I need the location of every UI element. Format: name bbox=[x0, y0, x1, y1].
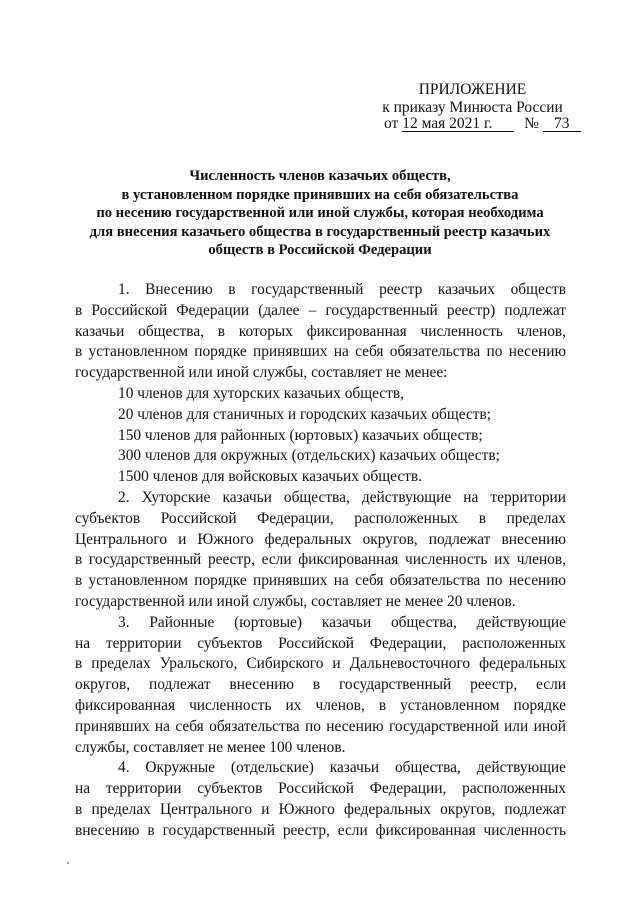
body-line: в пределах Центрального и Южного федеральных округов, подлежат bbox=[75, 800, 566, 818]
body-line: фиксированная численность их членов, в установленном порядке bbox=[75, 696, 566, 714]
body-line: государственной или иной службы, составляет не менее 20 членов. bbox=[75, 592, 516, 610]
body-line: принявших на себя обязательства по несению государственной или иной bbox=[75, 717, 566, 735]
body-line: Центрального и Южного федеральных округов, подлежат внесению bbox=[75, 530, 566, 548]
title-line: Численность членов казачьих обществ, bbox=[189, 168, 451, 184]
body-line: на территории субъектов Российской Федерации, расположенных bbox=[75, 634, 566, 652]
title-line: в установленном порядке принявших на себя обязательства bbox=[121, 186, 519, 203]
list-item: 300 членов для окружных (отдельских) казачьих обществ; bbox=[118, 447, 500, 465]
appendix-heading: ПРИЛОЖЕНИЕ bbox=[418, 81, 527, 98]
list-item: 1500 членов для войсковых казачьих обществ. bbox=[118, 468, 423, 486]
body-line: 2. Хуторские казачьи общества, действующие на территории bbox=[118, 488, 566, 506]
body-line: казачьи общества, в которых фиксированная численность членов, bbox=[75, 322, 566, 340]
order-reference: к приказу Минюста России bbox=[382, 99, 563, 116]
body-line: в установленном порядке принявших на себя обязательства по несению bbox=[75, 343, 566, 361]
body-line: в государственный реестр, если фиксированная численность их членов, bbox=[75, 551, 566, 569]
body-line: в Российской Федерации (далее – государственный реестр) подлежат bbox=[75, 301, 566, 319]
order-number: 73 bbox=[543, 116, 581, 132]
title-line: по несению государственной или иной службы, которая необходима bbox=[96, 205, 544, 222]
body-line: на территории субъектов Российской Федерации, расположенных bbox=[75, 780, 566, 798]
body-line: службы, составляет не менее 100 членов. bbox=[75, 738, 346, 756]
body-line: 1. Внесению в государственный реестр казачьих обществ bbox=[118, 281, 566, 298]
body-line: в установленном порядке принявших на себя обязательства по несению bbox=[75, 572, 566, 590]
body-line: в пределах Уральского, Сибирского и Дальневосточного федеральных bbox=[75, 655, 566, 673]
document-title bbox=[60, 167, 580, 260]
list-item: 20 членов для станичных и городских казачьих обществ; bbox=[118, 405, 492, 423]
title-line: для внесения казачьего общества в государственный реестр казачьих bbox=[89, 223, 551, 240]
scan-speck bbox=[67, 862, 69, 864]
body-line: субъектов Российской Федерации, расположенных в пределах bbox=[75, 509, 566, 527]
document-body bbox=[75, 280, 566, 842]
title-line: обществ в Российской Федерации bbox=[208, 242, 432, 259]
body-line: 4. Окружные (отдельские) казачьи общества, действующие bbox=[118, 759, 566, 777]
order-date: 12 мая 2021 г. bbox=[402, 116, 514, 132]
list-item: 150 членов для районных (юртовых) казачьих обществ; bbox=[118, 426, 483, 444]
order-date-number bbox=[384, 115, 569, 133]
body-line: 3. Районные (юртовые) казачьи общества, действующие bbox=[118, 613, 566, 631]
body-line: внесению в государственный реестр, если фиксированная численность bbox=[75, 821, 566, 839]
body-line: округов, подлежат внесению в государственный реестр, если bbox=[75, 676, 566, 694]
date-prefix: от bbox=[384, 115, 399, 132]
body-line: государственной или иной службы, составляет не менее: bbox=[75, 364, 448, 382]
list-item: 10 членов для хуторских казачьих обществ, bbox=[118, 384, 404, 402]
number-sign: № bbox=[524, 115, 539, 132]
